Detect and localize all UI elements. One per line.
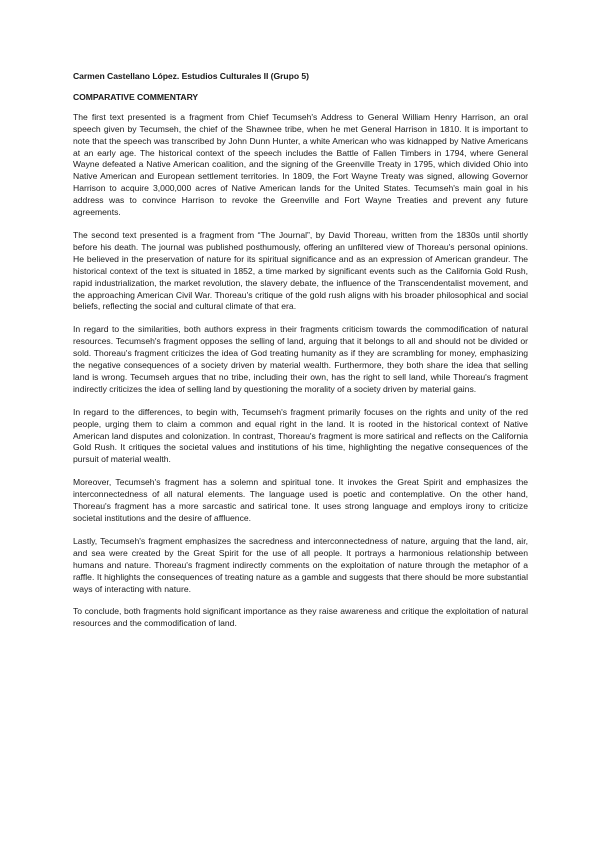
paragraph-6: Lastly, Tecumseh's fragment emphasizes the sacredness and interconnectedness of nature, arguing that the land, air, and sea were created by the Great Spirit for the use of all people. It portrays a harmonious relationship between humans and nature. Thoreau's fragment indirectly comments on the exploitation of nature through the metaphor of a raffle. It highlights the consequences of treating nature as a gamble and suggests that there should be more substantial ways of interacting with nature. [73,535,528,594]
paragraph-4: In regard to the differences, to begin with, Tecumseh's fragment primarily focuses on the rights and unity of the red people, urging them to claim a common and equal right in the land. It is rooted in the historical context of Native American land disputes and colonization. In contrast, Thoreau's fragment is more satirical and reflects on the California Gold Rush. It critiques the societal values and institutions of his time, highlighting the negative consequences of the pursuit of material wealth. [73,406,528,465]
paragraph-2: The second text presented is a fragment from “The Journal”, by David Thoreau, written from the 1830s until shortly before his death. The journal was published posthumously, offering an unfiltered view of Thoreau's personal opinions. He believed in the preservation of nature for its spiritual significance and as an expression of American grandeur. The historical context of the text is situated in 1852, a time marked by significant events such as the California Gold Rush, rapid industrialization, the market revolution, the slavery debate, the influence of the Transcendentalist movement, and the approaching American Civil War. Thoreau's critique of the gold rush aligns with his broader philosophical and social beliefs, reflecting the social and cultural climate of that era. [73,229,528,312]
author-course-line: Carmen Castellano López. Estudios Culturales II (Grupo 5) [73,71,309,81]
paragraph-7: To conclude, both fragments hold significant importance as they raise awareness and critique the exploitation of natural resources and the commodification of land. [73,606,528,629]
paragraph-3: In regard to the similarities, both authors express in their fragments criticism towards the commodification of natural resources. Tecumseh's fragment opposes the selling of land, arguing that it belongs to all and should not be divided or sold. Thoreau's fragment criticizes the idea of God treating humanity as if they are scrambling for money, emphasizing the negative consequences of a society driven by material wealth. Furthermore, they both share the idea that selling land is wrong. Tecumseh argues that no tribe, including their own, has the right to sell land, while Thoreau's fragment indirectly criticizes the idea of selling land by questioning the morality of a society driven by material gains. [73,324,528,394]
document-page [73,71,528,641]
document-title: COMPARATIVE COMMENTARY [73,91,199,102]
paragraph-1: The first text presented is a fragment from Chief Tecumseh's Address to General William Henry Harrison, an oral speech given by Tecumseh, the chief of the Shawnee tribe, when he met General Harrison in 1810. It is important to note that the speech was transcribed by John Dunn Hunter, a white American who was kidnapped by Native Americans at an early age. The historical context of the speech includes the Battle of Fallen Timbers in 1794, where General Wayne defeated a Native American coalition, and the signing of the Greenville Treaty in 1795, which divided Ohio into Native American and European settlement territories. In 1809, the Fort Wayne Treaty was signed, allowing Governor Harrison to acquire 3,000,000 acres of Native American lands for the United States. Tecumseh's main goal in his address was to convince Harrison to revoke the Greenville and Fort Wayne Treaties and prevent any future agreements. [73,111,528,218]
paragraph-5: Moreover, Tecumseh's fragment has a solemn and spiritual tone. It invokes the Great Spirit and emphasizes the interconnectedness of all natural elements. The language used is poetic and contemplative. On the other hand, Thoreau's fragment has a more sarcastic and satirical tone. It uses strong language and employs irony to criticize societal institutions and the desire of affluence. [73,477,528,523]
